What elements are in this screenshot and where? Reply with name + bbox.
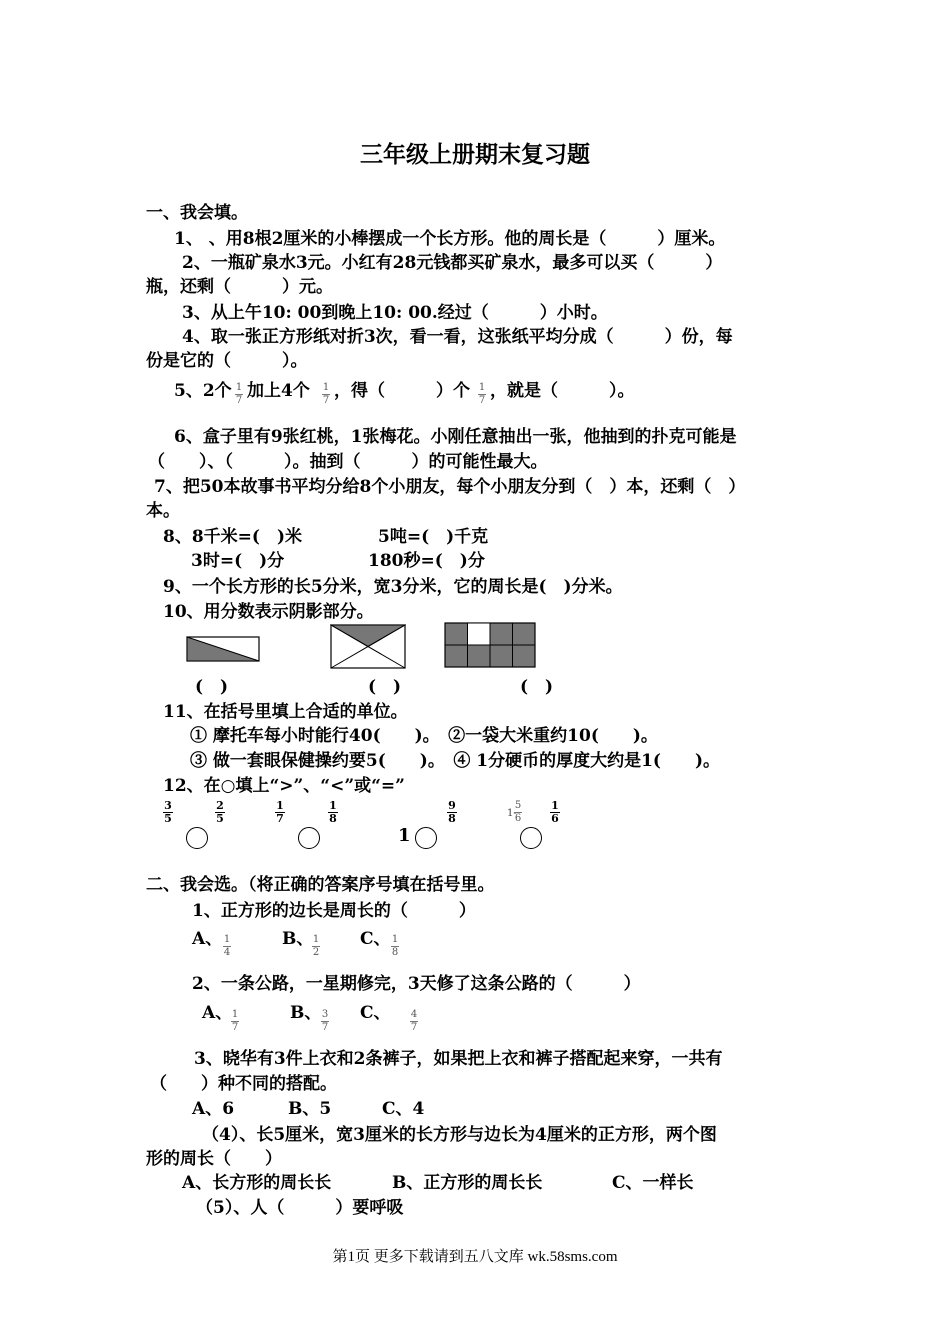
question-5-part4: ，就是（ ）。 bbox=[490, 381, 635, 401]
choice-question-4-line2: 形的周长（ ） bbox=[146, 1149, 282, 1169]
choice-question-3-line1: 3、晓华有3件上衣和2条裤子，如果把上衣和裤子搭配起来穿，一共有 bbox=[194, 1049, 723, 1069]
fraction: 3 7 bbox=[321, 1009, 329, 1033]
question-3: 3、从上午10: 00到晚上10: 00.经过（ ）小时。 bbox=[182, 303, 608, 323]
option-label: C、 bbox=[360, 929, 391, 949]
fraction: 3 5 bbox=[164, 799, 172, 825]
question-10: 10、用分数表示阴影部分。 bbox=[163, 602, 374, 622]
choice-question-4-line1: （4）、长5厘米，宽3厘米的长方形与边长为4厘米的正方形，两个图 bbox=[202, 1125, 717, 1145]
question-11-line1: ① 摩托车每小时能行40( )。 ②一袋大米重约10( )。 bbox=[190, 726, 658, 746]
option-label: A、 bbox=[192, 929, 223, 949]
choice-question-1: 1、正方形的边长是周长的（ ） bbox=[192, 901, 476, 921]
answer-blank: ( ) bbox=[520, 677, 554, 697]
option: C、一样长 bbox=[612, 1173, 694, 1193]
option: A、长方形的周长长 bbox=[182, 1173, 332, 1193]
question-7-line2: 本。 bbox=[146, 501, 180, 521]
question-7-line1: 7、把50本故事书平均分给8个小朋友，每个小朋友分到（ ）本，还剩（ ） bbox=[154, 477, 746, 497]
page-footer: 第1页 更多下载请到五八文库 wk.58sms.com bbox=[332, 1249, 618, 1265]
question-8d: 180秒=( )分 bbox=[368, 551, 485, 571]
choice-question-5: （5）、人（ ）要呼吸 bbox=[196, 1198, 404, 1218]
figure-triangle-shaded-rectangle bbox=[186, 636, 260, 662]
question-2-line1: 2、一瓶矿泉水3元。小红有28元钱都买矿泉水，最多可以买（ ） bbox=[182, 253, 723, 273]
option: C、4 bbox=[382, 1099, 425, 1119]
fraction: 1 6 bbox=[551, 799, 559, 825]
choice-question-3-line2: （ ）种不同的搭配。 bbox=[150, 1074, 337, 1094]
compare-circle[interactable] bbox=[520, 827, 542, 849]
fraction: 5 6 bbox=[514, 800, 522, 824]
compare-circle[interactable] bbox=[415, 827, 437, 849]
question-8b: 5吨=( )千克 bbox=[378, 527, 489, 547]
option: B、5 bbox=[288, 1099, 332, 1119]
option: A、6 bbox=[192, 1099, 235, 1119]
figure-crossed-rectangle bbox=[330, 624, 406, 669]
fraction: 9 8 bbox=[448, 799, 456, 825]
question-5-part2: 加上4个 bbox=[247, 381, 310, 401]
number-one: 1 bbox=[398, 825, 411, 846]
fraction-one-seventh: 1 7 bbox=[235, 382, 243, 406]
option-label: C、 bbox=[360, 1003, 391, 1023]
fraction: 1 7 bbox=[231, 1009, 239, 1033]
figure-grid-shaded bbox=[444, 622, 536, 668]
fraction-one-seventh: 1 7 bbox=[478, 382, 486, 406]
question-5-part1: 5、2个 bbox=[174, 381, 232, 401]
fraction: 4 7 bbox=[410, 1009, 418, 1033]
fraction-one-seventh: 1 7 bbox=[322, 382, 330, 406]
fraction: 1 8 bbox=[391, 934, 399, 958]
option-label: B、 bbox=[290, 1003, 322, 1023]
question-4-line2: 份是它的（ ）。 bbox=[146, 351, 308, 371]
option-label: A、 bbox=[202, 1003, 233, 1023]
question-8c: 3时=( )分 bbox=[191, 551, 285, 571]
question-6-line1: 6、盒子里有9张红桃，1张梅花。小刚任意抽出一张，他抽到的扑克可能是 bbox=[174, 427, 737, 447]
question-11-line2: ③ 做一套眼保健操约要5( )。 ④ 1分硬币的厚度大约是1( )。 bbox=[190, 751, 720, 771]
section1-heading: 一、我会填。 bbox=[146, 203, 248, 223]
question-9: 9、一个长方形的长5分米，宽3分米，它的周长是( )分米。 bbox=[163, 577, 623, 597]
question-12: 12、在○填上“>”、“<”或“=” bbox=[163, 776, 405, 796]
fraction: 1 8 bbox=[329, 799, 337, 825]
question-6-line2: （ ）、（ ）。抽到（ ）的可能性最大。 bbox=[148, 452, 548, 472]
option: B、正方形的周长长 bbox=[392, 1173, 543, 1193]
fraction: 1 4 bbox=[223, 934, 231, 958]
question-4-line1: 4、取一张正方形纸对折3次，看一看，这张纸平均分成（ ）份，每 bbox=[182, 327, 733, 347]
question-1: 1、 、用8根2厘米的小棒摆成一个长方形。他的周长是（ ）厘米。 bbox=[174, 229, 726, 249]
question-5-part3: ，得（ ）个 bbox=[334, 381, 470, 401]
question-8a: 8、8千米=( )米 bbox=[163, 527, 302, 547]
question-11: 11、在括号里填上合适的单位。 bbox=[163, 702, 408, 722]
fraction: 1 7 bbox=[276, 799, 284, 825]
compare-circle[interactable] bbox=[186, 827, 208, 849]
fraction: 2 5 bbox=[216, 799, 224, 825]
option-label: B、 bbox=[282, 929, 314, 949]
answer-blank: ( ) bbox=[368, 677, 402, 697]
choice-question-2: 2、一条公路，一星期修完，3天修了这条公路的（ ） bbox=[192, 974, 641, 994]
page-title: 三年级上册期末复习题 bbox=[360, 141, 590, 168]
mixed-prefix: 1- bbox=[507, 808, 517, 819]
compare-circle[interactable] bbox=[298, 827, 320, 849]
fraction: 1 2 bbox=[312, 934, 320, 958]
question-2-line2: 瓶，还剩（ ）元。 bbox=[146, 277, 333, 297]
answer-blank: ( ) bbox=[195, 677, 229, 697]
section2-heading: 二、我会选。（将正确的答案序号填在括号里。 bbox=[146, 875, 495, 895]
